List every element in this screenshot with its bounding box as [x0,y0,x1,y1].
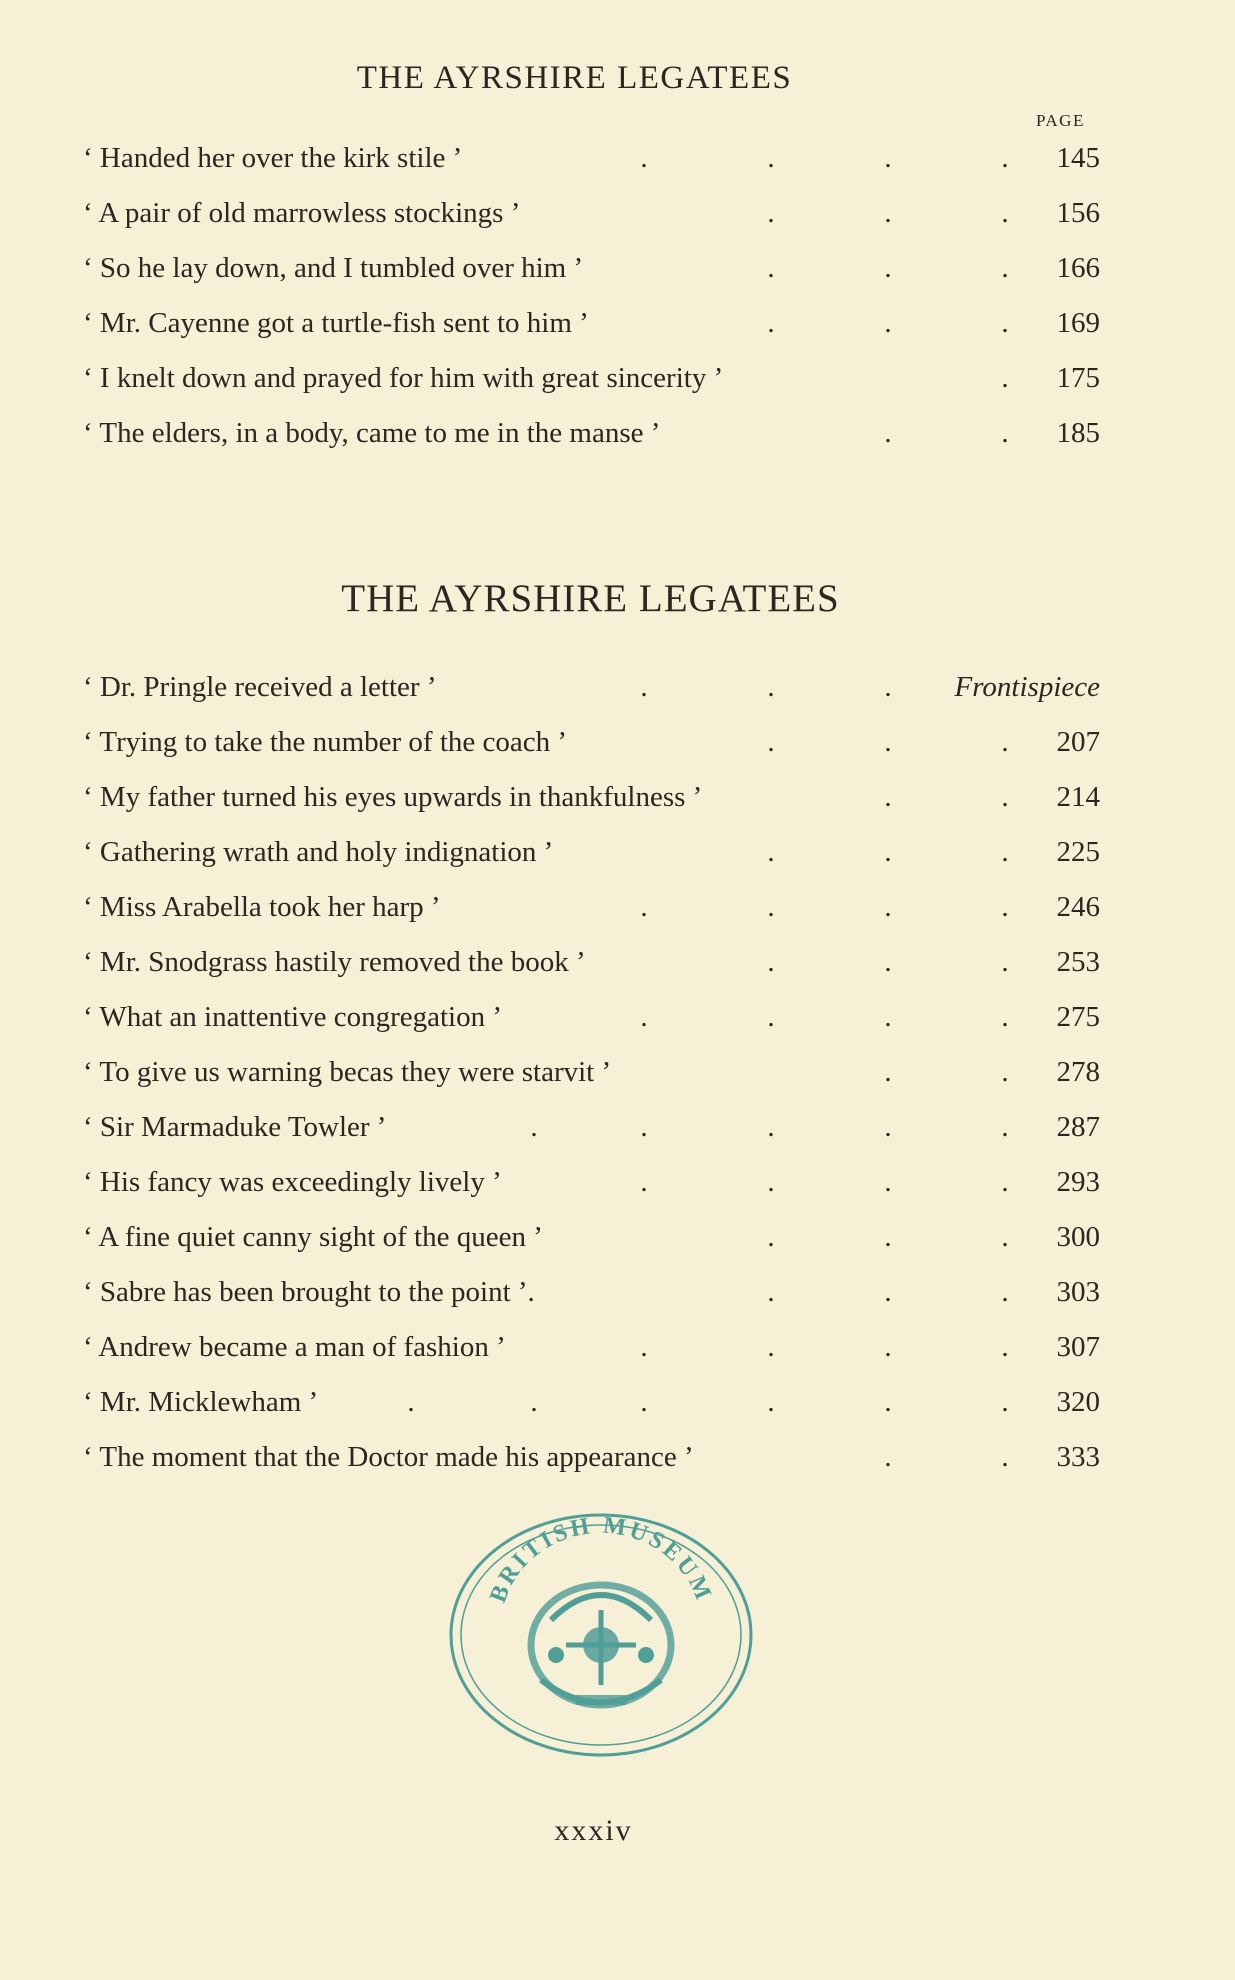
list-item: ‘ A pair of old marrowless stockings ’ . . . 156 [83,197,1100,229]
list-item: ‘ My father turned his eyes upwards in thankfulness ’ . . 214 [83,781,1100,813]
list-item: ‘ A fine quiet canny sight of the queen ’ . . . 300 [83,1221,1100,1253]
list-item-page: 300 [1056,1221,1100,1253]
list-item-caption: ‘ Mr. Micklewham ’ [83,1386,319,1418]
list-item-caption: ‘ The moment that the Doctor made his appearance ’ [83,1441,694,1473]
list-item-page: 253 [1056,946,1100,978]
list-item-page: 287 [1056,1111,1100,1143]
list-item: ‘ Sir Marmaduke Towler ’ . . . . . 287 [83,1111,1100,1143]
list-item-caption: ‘ Trying to take the number of the coach ’ [83,726,568,758]
list-item-page: 307 [1056,1331,1100,1363]
list-item: ‘ Miss Arabella took her harp ’ . . . . 246 [83,891,1100,923]
list-item: ‘ Mr. Snodgrass hastily removed the book ’ . . . 253 [83,946,1100,978]
list-item: ‘ The elders, in a body, came to me in the manse ’ . . 185 [83,417,1100,449]
list-item: ‘ So he lay down, and I tumbled over him ’ . . . 166 [83,252,1100,284]
illustrations-list-2 [83,669,1100,1494]
list-item-page: 207 [1056,726,1100,758]
section-title: THE AYRSHIRE LEGATEES [341,577,840,620]
list-item-page: 246 [1056,891,1100,923]
list-item-caption: ‘ Andrew became a man of fashion ’ [83,1331,506,1363]
list-item-caption: ‘ A fine quiet canny sight of the queen ’ [83,1221,543,1253]
page-column-label: PAGE [1036,111,1085,130]
running-header: THE AYRSHIRE LEGATEES [356,60,793,96]
list-item: ‘ Dr. Pringle received a letter ’ . . . Frontispiece [83,671,1100,703]
list-item-caption: ‘ I knelt down and prayed for him with great sincerity ’ [83,362,724,394]
list-item-caption: ‘ Handed her over the kirk stile ’ [83,142,463,174]
list-item: ‘ Mr. Micklewham ’ . . . . . . 320 [83,1386,1100,1418]
list-item: ‘ I knelt down and prayed for him with great sincerity ’ . 175 [83,362,1100,394]
list-item: ‘ Andrew became a man of fashion ’ . . . . 307 [83,1331,1100,1363]
list-item-caption: ‘ Sir Marmaduke Towler ’ [83,1111,387,1143]
list-item-caption: ‘ Dr. Pringle received a letter ’ [83,671,437,703]
list-item-page: 175 [1056,362,1100,394]
list-item-caption: ‘ To give us warning becas they were starvit ’ [83,1056,612,1088]
list-item-caption: ‘ My father turned his eyes upwards in thankfulness ’ [83,781,703,813]
list-item-page: 333 [1056,1441,1100,1473]
list-item-page: 214 [1056,781,1100,813]
list-item: ‘ Mr. Cayenne got a turtle-fish sent to him ’ . . . 169 [83,307,1100,339]
list-item-page: 185 [1056,417,1100,449]
list-item-page: 293 [1056,1166,1100,1198]
list-item: ‘ What an inattentive congregation ’ . . . . 275 [83,1001,1100,1033]
list-item: ‘ Handed her over the kirk stile ’ . . . . 145 [83,142,1100,174]
list-item-caption: ‘ His fancy was exceedingly lively ’ [83,1166,502,1198]
list-item: ‘ Sabre has been brought to the point ’. . . . 303 [83,1276,1100,1308]
list-item-page: 303 [1056,1276,1100,1308]
illustrations-list-1 [83,140,1100,470]
list-item-page: Frontispiece [954,671,1100,703]
page-number: xxxiv [554,1814,633,1847]
list-item-page: 166 [1056,252,1100,284]
list-item-page: 278 [1056,1056,1100,1088]
list-item-caption: ‘ So he lay down, and I tumbled over him ’ [83,252,584,284]
list-item: ‘ Trying to take the number of the coach ’ . . . 207 [83,726,1100,758]
list-item-caption: ‘ Sabre has been brought to the point ’. [83,1276,535,1308]
list-item: ‘ Gathering wrath and holy indignation ’ . . . 225 [83,836,1100,868]
list-item: ‘ To give us warning becas they were starvit ’ . . 278 [83,1056,1100,1088]
stamp-text: BRITISH MUSEUM [485,1512,717,1607]
list-item-page: 169 [1056,307,1100,339]
stamp-seal-icon [446,1510,756,1760]
list-item-caption: ‘ Mr. Cayenne got a turtle-fish sent to him ’ [83,307,589,339]
list-item: ‘ The moment that the Doctor made his appearance ’ . . 333 [83,1441,1100,1473]
list-item-caption: ‘ Mr. Snodgrass hastily removed the book ’ [83,946,586,978]
list-item-page: 225 [1056,836,1100,868]
list-item-caption: ‘ Miss Arabella took her harp ’ [83,891,441,923]
list-item: ‘ His fancy was exceedingly lively ’ . . . . 293 [83,1166,1100,1198]
list-item-page: 275 [1056,1001,1100,1033]
list-item-page: 156 [1056,197,1100,229]
list-item-page: 320 [1056,1386,1100,1418]
list-item-page: 145 [1056,142,1100,174]
museum-stamp [446,1510,756,1760]
list-item-caption: ‘ The elders, in a body, came to me in the manse ’ [83,417,661,449]
list-item-caption: ‘ A pair of old marrowless stockings ’ [83,197,521,229]
list-item-caption: ‘ Gathering wrath and holy indignation ’ [83,836,554,868]
list-item-caption: ‘ What an inattentive congregation ’ [83,1001,502,1033]
